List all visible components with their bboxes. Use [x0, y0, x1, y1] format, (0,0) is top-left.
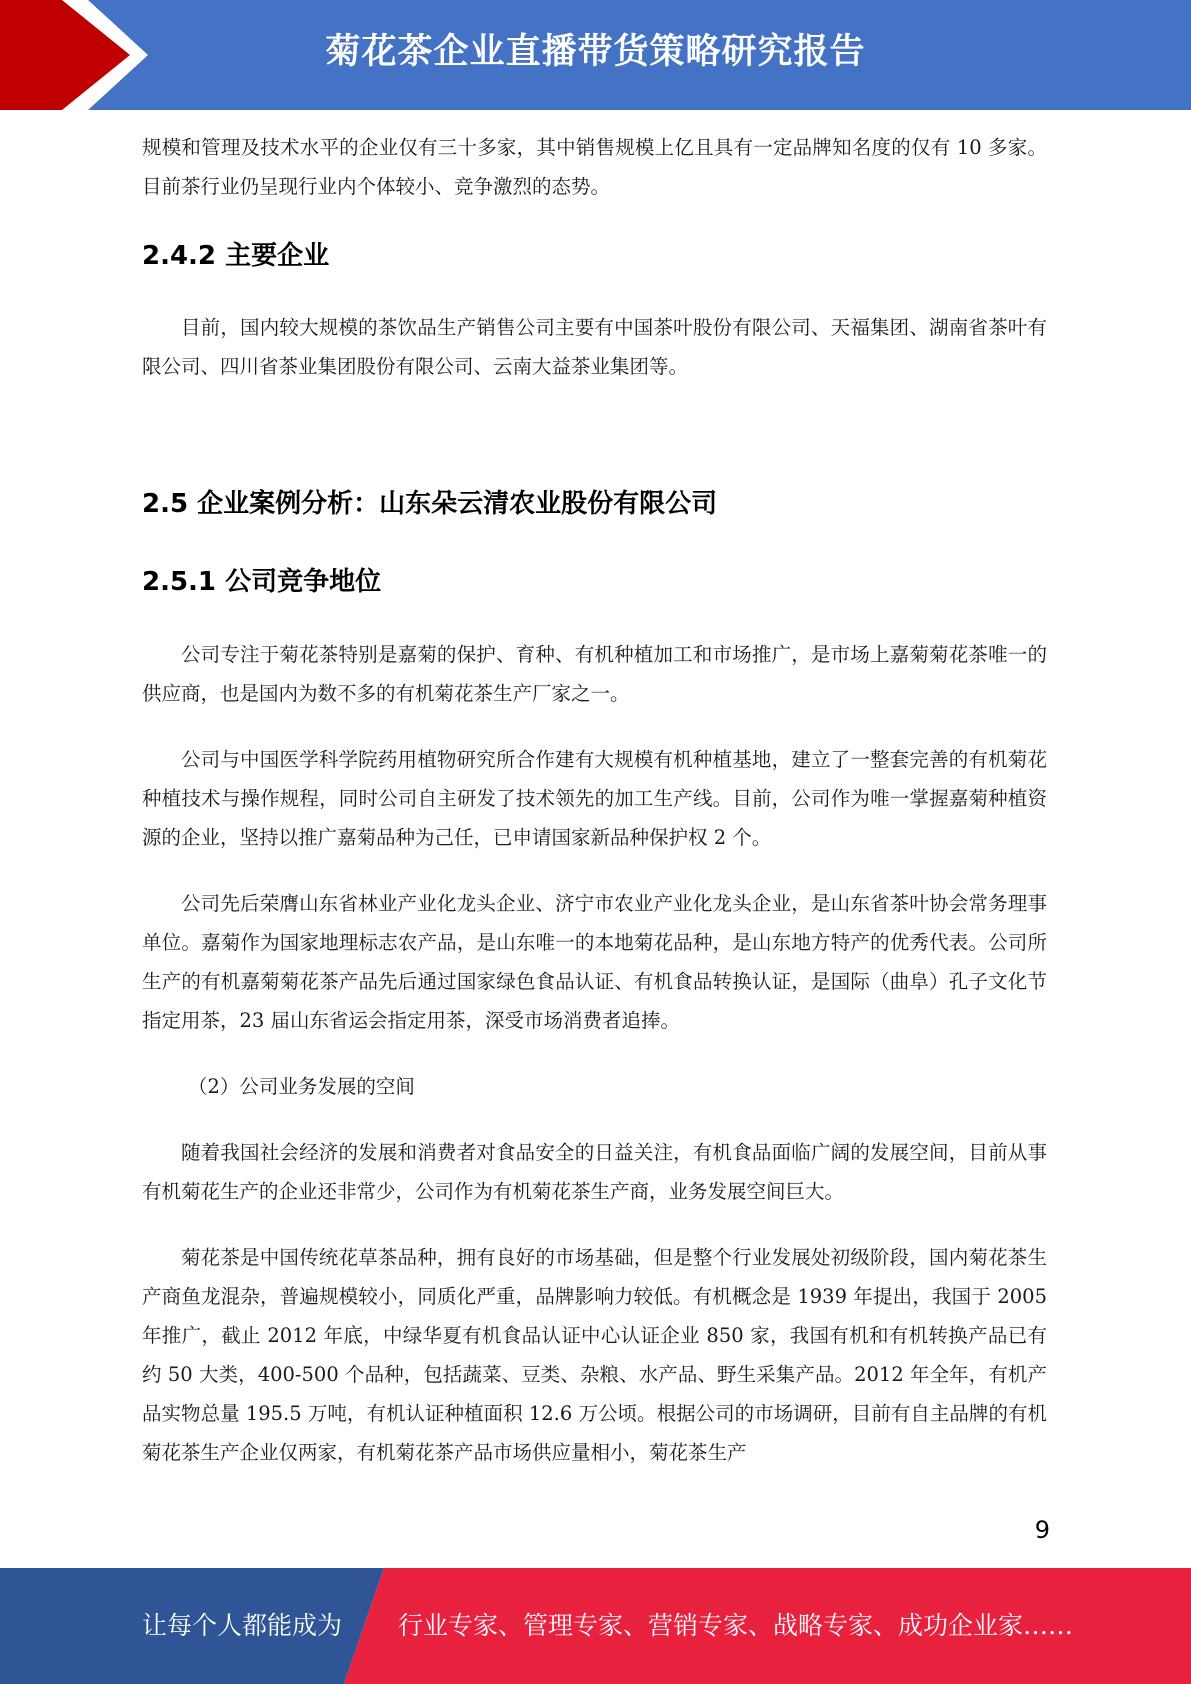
intro-paragraph: 规模和管理及技术水平的企业仅有三十多家，其中销售规模上亿且具有一定品牌知名度的仅有 10 多家。目前茶行业仍呈现行业内个体较小、竞争激烈的态势。	[142, 136, 1047, 198]
section-2-4-2-heading: 2.4.2 主要企业	[142, 241, 330, 271]
section-2-5-heading: 2.5 企业案例分析：山东朵云清农业股份有限公司	[142, 489, 718, 519]
section-2-4-2-paragraph: 目前，国内较大规模的茶饮品生产销售公司主要有中国茶叶股份有限公司、天福集团、湖南省茶叶有限公司、四川省茶业集团股份有限公司、云南大益茶业集团等。	[142, 316, 1047, 378]
header-title: 菊花茶企业直播带货策略研究报告	[325, 32, 866, 72]
page-content	[142, 128, 1047, 1472]
footer-slogan-left: 让每个人都能成为	[142, 1611, 343, 1640]
paragraph-competitive-position-2: 公司与中国医学科学院药用植物研究所合作建有大规模有机种植基地，建立了一整套完善的有机菊花种植技术与操作规程，同时公司自主研发了技术领先的加工生产线。目前，公司作为唯一掌握嘉菊种植资源的企业，坚持以推广嘉菊品种为己任，已申请国家新品种保护权 2 个。	[142, 748, 1047, 849]
paragraph-competitive-position-3: 公司先后荣膺山东省林业产业化龙头企业、济宁市农业产业化龙头企业，是山东省茶叶协会常务理事单位。嘉菊作为国家地理标志农产品，是山东唯一的本地菊花品种，是山东地方特产的优秀代表。公司所生产的有机嘉菊菊花茶产品先后通过国家绿色食品认证、有机食品转换认证，是国际（曲阜）孔子文化节指定用茶，23 届山东省运会指定用茶，深受市场消费者追捧。	[142, 892, 1047, 1032]
page-header	[0, 0, 1191, 110]
paragraph-competitive-position-1: 公司专注于菊花茶特别是嘉菊的保护、育种、有机种植加工和市场推广，是市场上嘉菊菊花茶唯一的供应商，也是国内为数不多的有机菊花茶生产厂家之一。	[142, 643, 1047, 705]
section-2-5-1-heading: 2.5.1 公司竞争地位	[142, 567, 382, 597]
footer-slogan-right: 行业专家、管理专家、营销专家、战略专家、成功企业家……	[398, 1611, 1074, 1640]
page-number: 9	[1034, 1516, 1050, 1544]
subheading-business-space: （2）公司业务发展的空间	[188, 1075, 415, 1098]
page-footer	[0, 1568, 1191, 1684]
paragraph-business-space-2: 菊花茶是中国传统花草茶品种，拥有良好的市场基础，但是整个行业发展处初级阶段，国内菊花茶生产商鱼龙混杂，普遍规模较小，同质化严重，品牌影响力较低。有机概念是 1939 年提出，我国于 2005 年推广，截止 2012 年底，中绿华夏有机食品认证中心认证企业 850 家，我国有机和有机转换产品已有约 50 大类，400-500 个品种，包括蔬菜、豆类、杂粮、水产品、野生采集产品。2012 年全年，有机产品实物总量 195.5 万吨，有机认证种植面积 12.6 万公顷。根据公司的市场调研，目前有自主品牌的有机菊花茶生产企业仅两家，有机菊花茶产品市场供应量相小，菊花茶生产	[142, 1246, 1047, 1464]
paragraph-business-space-1: 随着我国社会经济的发展和消费者对食品安全的日益关注，有机食品面临广阔的发展空间，目前从事有机菊花生产的企业还非常少，公司作为有机菊花茶生产商，业务发展空间巨大。	[142, 1141, 1047, 1203]
